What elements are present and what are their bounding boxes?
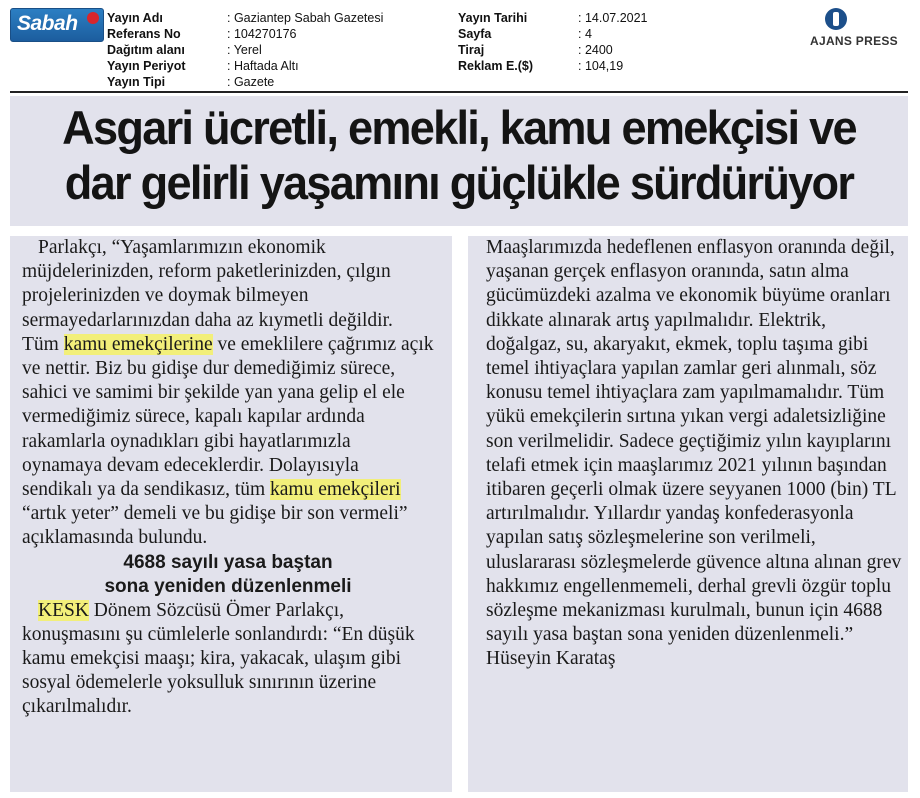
meta-row <box>107 42 407 58</box>
subheading-line: 4688 sayılı yasa baştan <box>123 551 333 573</box>
meta-row <box>458 42 678 58</box>
headline-line: dar gelirli yaşamını güçlükle sürdürüyor <box>64 156 854 209</box>
body-paragraph <box>22 599 434 720</box>
highlighted-keyword: kamu emekçileri <box>270 479 401 501</box>
highlighted-keyword: kamu emekçilerine <box>63 333 213 355</box>
meta-row <box>458 58 678 74</box>
meta-value: : 2400 <box>578 43 613 57</box>
body-paragraph <box>486 236 906 672</box>
article-column-right <box>486 236 906 786</box>
body-text: Dönem Sözcüsü Ömer Parlakçı, konuşmasını şu cümlelerle sonlandırdı: “En düşük kamu emekçisi maaşı; kira, yakacak, ulaşım gibi sosyal ödemelerle yoksulluk sınırının üzerine çıkarılmalıdır. <box>22 599 415 718</box>
publication-meta-left <box>107 10 407 90</box>
subheading-line: sona yeniden düzenlenmeli <box>104 575 352 597</box>
meta-value: : 104270176 <box>227 27 297 41</box>
logo-text: Sabah <box>17 12 78 35</box>
body-text: Maaşlarımızda hedeflenen enflasyon oranında değil, yaşanan gerçek enflasyon oranında, satın alma gücümüzdeki azalma ve ekonomik büyüme oranları dikkate alınarak artış yapılmalıdır. Elektrik, doğalgaz, su, akaryakıt, ekmek, toplu taşıma gibi temel ihtiyaçlara yapılan zamlar geri alınmalı, söz konusu temel ihtiyaçlara zam yapılmamalıdır. Tüm yükü emekçilerin sırtına yıkan vergi adaletsizliğine son verilmelidir. Sadece geçtiğimiz yılın kayıplarını telafi etmek için maaşlarımız 2021 yılının başından itibaren geçerli olmak üzere seyyanen 1000 (bin) TL artırılmalıdır. Yıllardır yandaş konfederasyonla yapılan satış sözleşmelerine son verilmeli, uluslararası sözleşmelerde güvence altına alınan grev hakkımız engellenmemeli, derhal grevli özgür toplu sözleşme mekanizması kurulmalı, bunun için 4688 sayılı yasa baştan sona yeniden düzenlenmeli.” Hüseyin Karataş <box>486 237 902 670</box>
meta-value: : 104,19 <box>578 59 624 73</box>
meta-row <box>107 10 407 26</box>
meta-row <box>107 74 407 90</box>
meta-value: : Haftada Altı <box>227 59 299 73</box>
brand-text: AJANS PRESS <box>810 34 898 48</box>
meta-label: Yayın Tarihi <box>458 11 528 25</box>
headline-line: Asgari ücretli, emekli, kamu emekçisi ve <box>62 101 856 154</box>
header-divider <box>10 91 908 93</box>
body-text: Parlakçı, “Yaşamlarımızın ekonomik müjdelerinizden, reform paketlerinizden, çılgın projelerinizden ve doymak bilmeyen sermayedarlarınızdan daha az kıymetli değildir. Tüm <box>22 237 393 355</box>
meta-label: Tiraj <box>458 43 485 57</box>
ajans-press-icon <box>825 8 847 30</box>
meta-label: Referans No <box>107 27 181 41</box>
article-column-left <box>22 236 434 786</box>
body-text: ve emeklilere çağrımız açık ve nettir. Biz bu gidişe dur demediğimiz sürece, sahici ve samimi bir şekilde yan yana gelip el ele vermediğimiz sürece, kapalı kapılar ardında rakamlarla oynadıkları gibi hayatlarımızla oynamaya devam edeceklerdir. Dolayısıyla sendikalı ya da sendikasız, tüm <box>22 333 434 501</box>
body-text: “artık yeter” demeli ve bu gidişe bir son vermeli” açıklamasında bulundu. <box>22 503 408 549</box>
body-paragraph <box>22 236 434 551</box>
meta-row <box>107 58 407 74</box>
headline <box>30 100 888 210</box>
meta-label: Yayın Adı <box>107 11 163 25</box>
meta-value: : 4 <box>578 27 592 41</box>
headline-separator <box>10 226 908 236</box>
column-divider <box>452 236 468 792</box>
meta-value: : 14.07.2021 <box>578 11 648 25</box>
meta-label: Yayın Tipi <box>107 75 166 89</box>
meta-label: Sayfa <box>458 27 492 41</box>
ajans-press-logo <box>810 8 914 50</box>
meta-value: : Gazete <box>227 75 275 89</box>
meta-value: : Yerel <box>227 43 262 57</box>
meta-label: Reklam E.($) <box>458 59 534 73</box>
sabah-logo <box>10 8 104 42</box>
meta-row <box>107 26 407 42</box>
meta-row <box>458 26 678 42</box>
meta-label: Yayın Periyot <box>107 59 186 73</box>
meta-row <box>458 10 678 26</box>
clipping-header <box>0 0 920 92</box>
logo-dot-icon <box>87 12 99 24</box>
publication-meta-right <box>458 10 678 74</box>
meta-value: : Gaziantep Sabah Gazetesi <box>227 11 384 25</box>
meta-label: Dağıtım alanı <box>107 43 185 57</box>
subheading <box>22 551 434 599</box>
highlighted-keyword: KESK <box>38 599 89 621</box>
